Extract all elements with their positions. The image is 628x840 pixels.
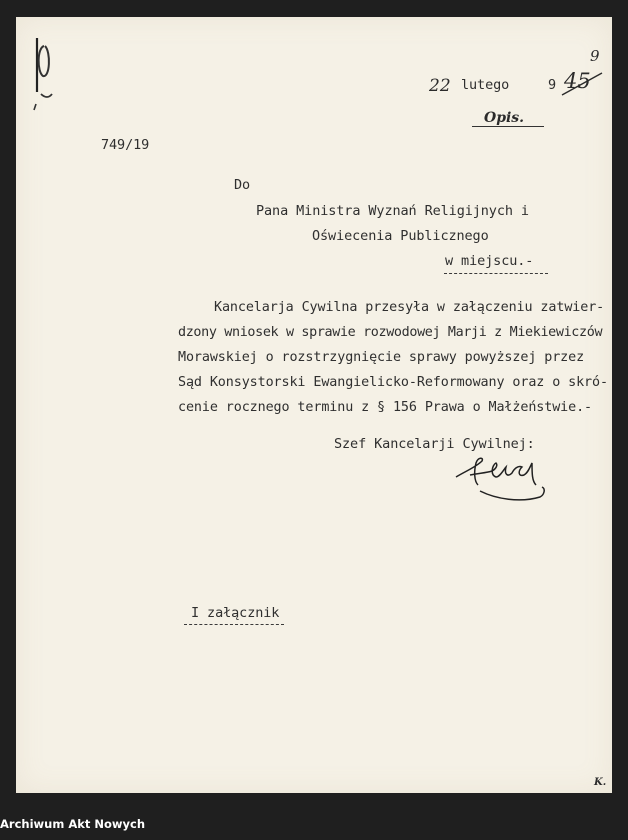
date-day: 22 <box>429 76 451 96</box>
reference-number: 749/19 <box>101 137 150 153</box>
recipient-line-1: Pana Ministra Wyznań Religijnych i <box>256 203 529 219</box>
corner-mark: K. <box>594 777 607 788</box>
body-line: dzony wniosek w sprawie rozwodowej Marji z Miekiewiczów <box>178 325 603 340</box>
signature-title: Szef Kancelarji Cywilnej: <box>334 436 535 452</box>
archive-label: Archiwum Akt Nowych <box>0 817 146 831</box>
enclosure-underline <box>184 624 284 625</box>
recipient-line-3: w miejscu.- <box>445 253 534 269</box>
body-line: Sąd Konsystorski Ewangielicko-Reformowany oraz o skró- <box>178 375 608 390</box>
opis-underline <box>472 126 544 127</box>
document-page <box>16 17 612 793</box>
enclosure-label: I załącznik <box>191 605 280 621</box>
date-year-correction: 45 <box>564 69 591 93</box>
date-year-superscript: 9 <box>590 47 600 65</box>
binder-hole-mark <box>33 32 55 112</box>
recipient-underline <box>444 273 548 274</box>
handwritten-signature <box>452 447 548 511</box>
body-line: Kancelarja Cywilna przesyła w załączeniu zatwier- <box>214 300 605 315</box>
recipient-line-2: Oświecenia Publicznego <box>312 228 489 244</box>
to-label: Do <box>234 177 251 193</box>
body-line: cenie rocznego terminu z § 156 Prawa o Małżeństwie.- <box>178 400 593 415</box>
opis-annotation: Opis. <box>484 110 525 126</box>
body-line: Morawskiej o rozstrzygnięcie sprawy powyższej przez <box>178 350 585 365</box>
strikethrough-mark <box>560 69 606 99</box>
date-year-prefix: 9 <box>548 77 557 93</box>
date-month: lutego <box>461 77 510 93</box>
